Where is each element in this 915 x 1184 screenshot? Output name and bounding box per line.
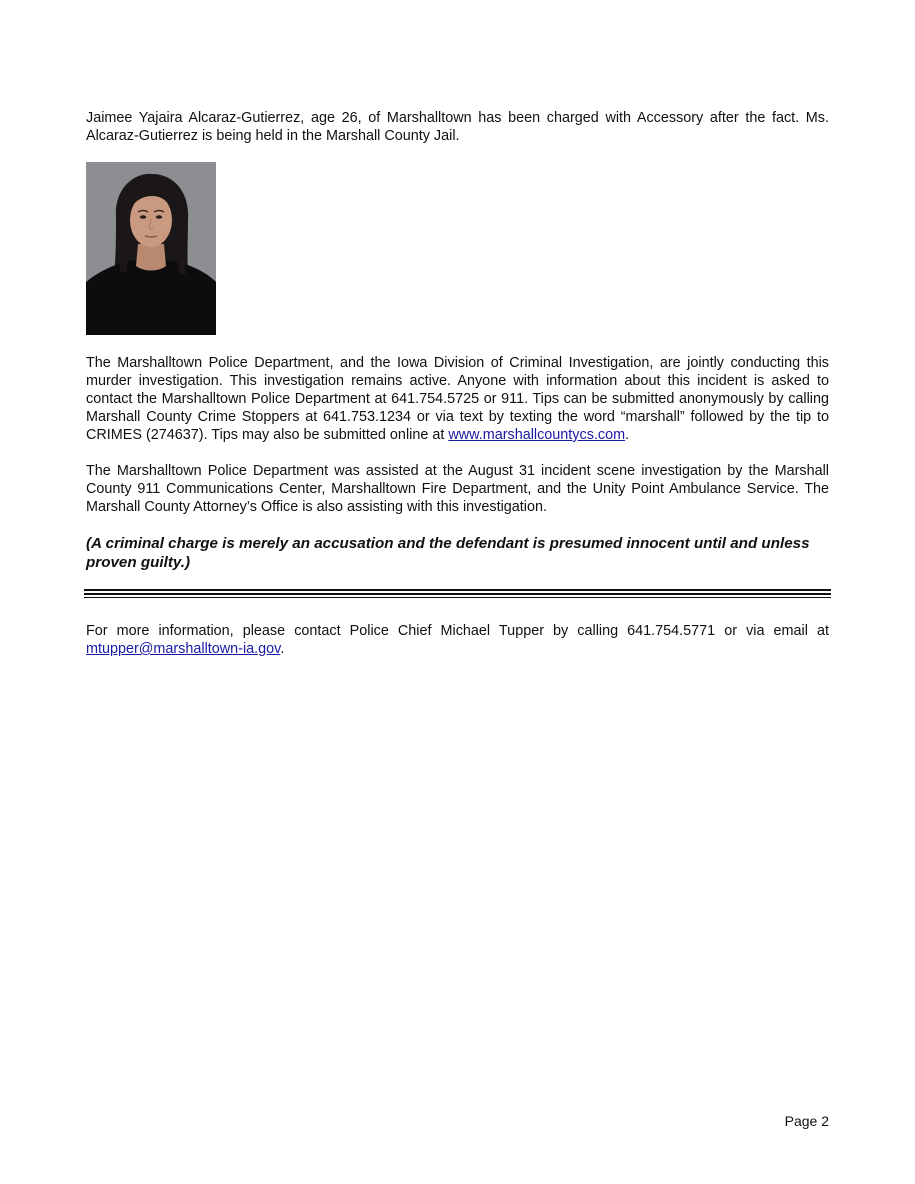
booking-photo — [86, 162, 216, 335]
contact-period: . — [280, 641, 285, 657]
investigation-paragraph — [86, 354, 829, 444]
crime-stoppers-link[interactable]: www.marshallcountycs.com — [448, 427, 626, 443]
email-link[interactable]: mtupper@marshalltown-ia.gov — [86, 641, 281, 657]
investigation-text: The Marshalltown Police Department, and the Iowa Division of Criminal Investigation, are jointly conducting this murder investigation. This investigation remains active. Anyone with information about this incident is asked to contact the Marshalltown Police Department at 641.754.5725 or 911. Tips can be submitted anonymously by calling Marshall County Crime Stoppers at 641.753.1234 or via text by texting the word “marshall” followed by the tip to CRIMES (274637). Tips may also be submitted online at — [86, 355, 829, 443]
section-divider — [84, 589, 831, 599]
charge-paragraph: Jaimee Yajaira Alcaraz-Gutierrez, age 26, of Marshalltown has been charged with Accessory after the fact. Ms. Alcaraz-Gutierrez is being held in the Marshall County Jail. — [86, 110, 829, 144]
assistance-paragraph: The Marshalltown Police Department was assisted at the August 31 incident scene investigation by the Marshall County 911 Communications Center, Marshalltown Fire Department, and the Unity Point Ambulance Service. The Marshall County Attorney’s Office is also assisting with this investigation. — [86, 463, 829, 515]
contact-text: For more information, please contact Police Chief Michael Tupper by calling 641.754.5771 or via email at — [86, 623, 829, 639]
contact-paragraph — [86, 622, 829, 658]
investigation-period: . — [625, 427, 630, 443]
disclaimer-text: (A criminal charge is merely an accusation and the defendant is presumed innocent until and unless proven guilty.) — [86, 535, 810, 571]
page-number: Page 2 — [784, 1113, 829, 1129]
